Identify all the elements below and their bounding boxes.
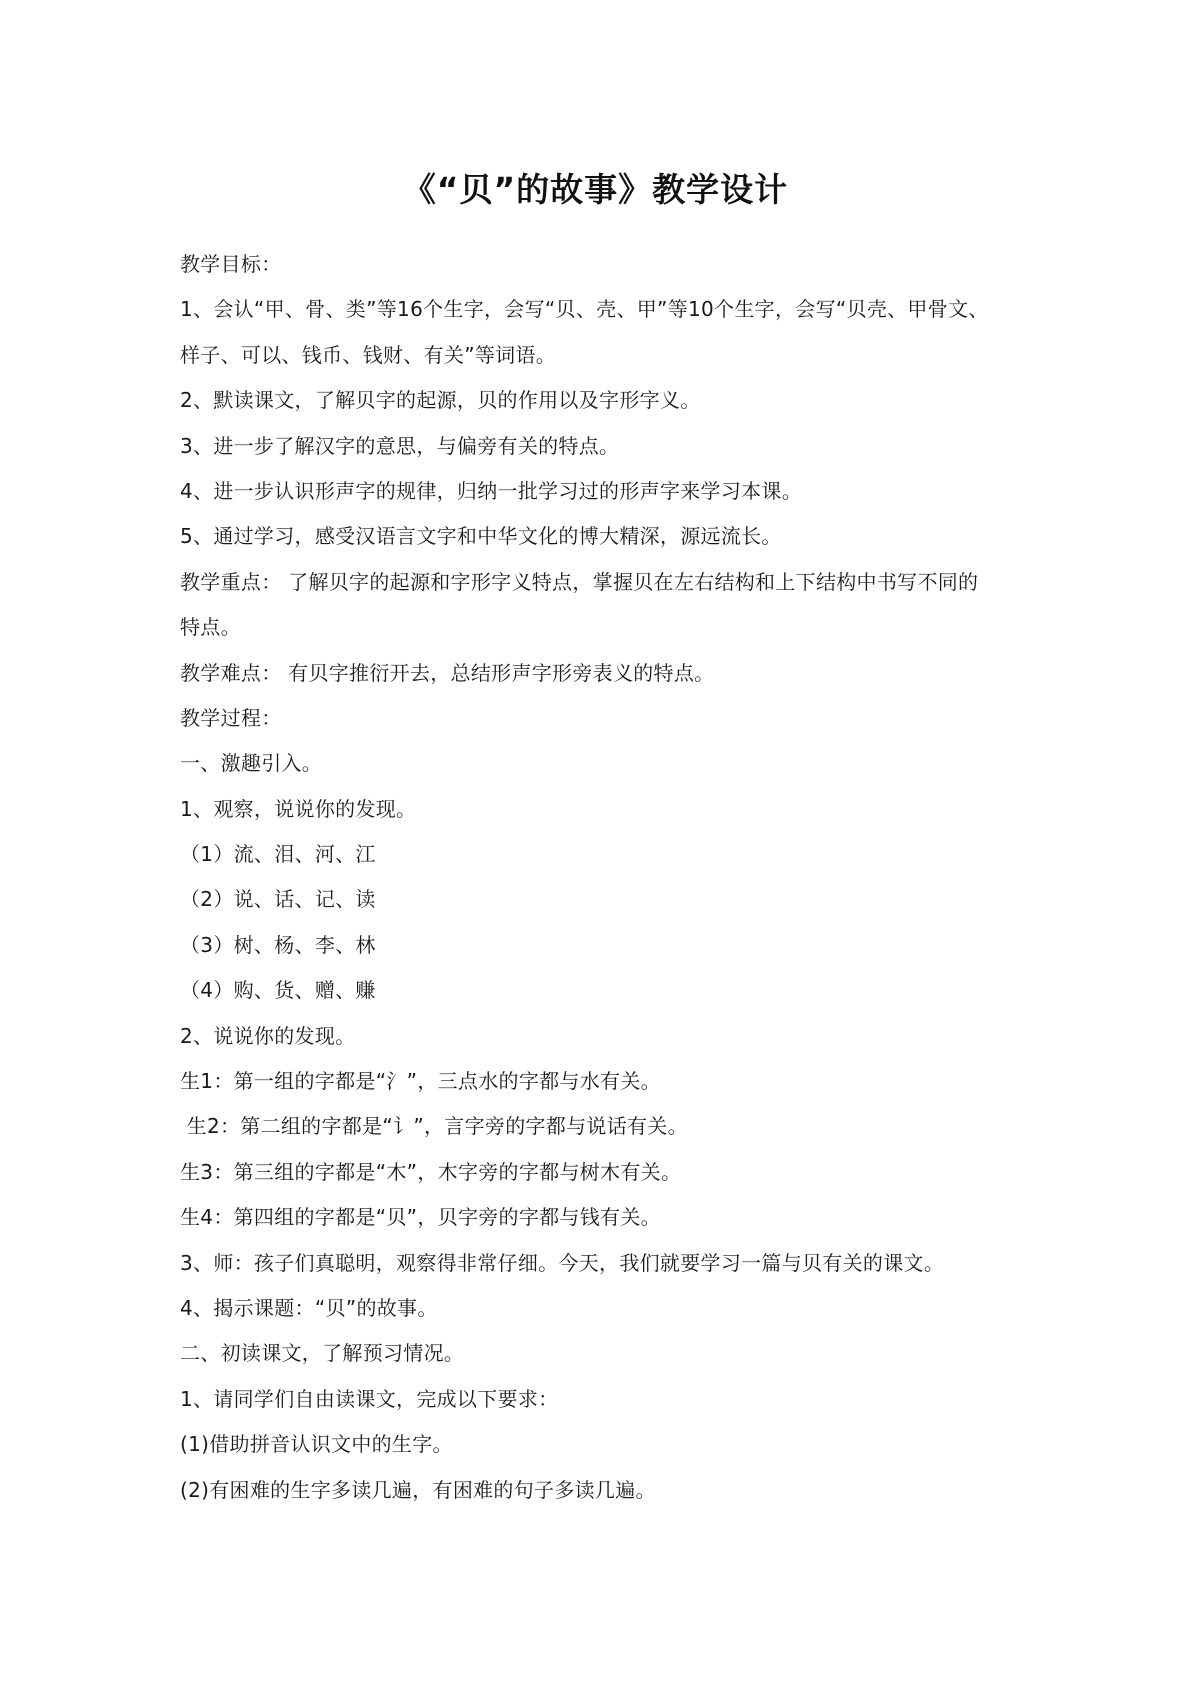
step-1-heading: 一、激趣引入。 [180, 751, 323, 776]
key-points-line-2: 特点。 [180, 615, 241, 640]
student-answer-2: 生2：第二组的字都是“讠”，言字旁的字都与说话有关。 [180, 1114, 688, 1139]
section-heading-objectives: 教学目标： [180, 252, 282, 276]
document-body [180, 242, 1040, 1513]
step-2-requirement-2: (2)有困难的生字多读几遍，有困难的句子多读几遍。 [180, 1477, 656, 1502]
document-title: 《“贝”的故事》教学设计 [402, 170, 789, 209]
group-4: （4）购、货、赠、赚 [180, 978, 376, 1003]
step-1-item-1: 1、观察，说说你的发现。 [180, 796, 417, 821]
objective-5: 5、通过学习，感受汉语言文字和中华文化的博大精深，源远流长。 [180, 524, 782, 549]
group-2: （2）说、话、记、读 [180, 887, 376, 912]
step-2-heading: 二、初读课文，了解预习情况。 [180, 1341, 465, 1366]
student-answer-3: 生3：第三组的字都是“木”，木字旁的字都与树木有关。 [180, 1159, 682, 1184]
key-points-line-1: 教学重点： 了解贝字的起源和字形字义特点，掌握贝在左右结构和上下结构中书写不同的 [180, 569, 979, 594]
student-answer-1: 生1：第一组的字都是“氵”，三点水的字都与水有关。 [180, 1069, 661, 1094]
step-2-requirement-1: (1)借助拼音认识文中的生字。 [180, 1432, 453, 1457]
objective-3: 3、进一步了解汉字的意思，与偏旁有关的特点。 [180, 433, 620, 458]
step-1-item-2: 2、说说你的发现。 [180, 1023, 356, 1048]
group-3: （3）树、杨、李、林 [180, 932, 376, 957]
step-1-item-4: 4、揭示课题：“贝”的故事。 [180, 1295, 438, 1320]
objective-1-line-2: 样子、可以、钱币、钱财、有关”等词语。 [180, 342, 557, 367]
step-2-item-1: 1、请同学们自由读课文，完成以下要求： [180, 1386, 559, 1411]
objective-4: 4、进一步认识形声字的规律，归纳一批学习过的形声字来学习本课。 [180, 478, 803, 503]
section-heading-process: 教学过程： [180, 705, 282, 730]
student-answer-4: 生4：第四组的字都是“贝”，贝字旁的字都与钱有关。 [180, 1205, 661, 1230]
objective-1-line-1: 1、会认“甲、骨、类”等16个生字，会写“贝、壳、甲”等10个生字，会写“贝壳、甲骨文、 [180, 297, 989, 322]
step-1-item-3: 3、师：孩子们真聪明，观察得非常仔细。今天，我们就要学习一篇与贝有关的课文。 [180, 1250, 945, 1275]
group-1: （1）流、泪、河、江 [180, 842, 376, 867]
difficult-points: 教学难点： 有贝字推衍开去，总结形声字形旁表义的特点。 [180, 660, 715, 685]
objective-2: 2、默读课文，了解贝字的起源，贝的作用以及字形字义。 [180, 388, 701, 413]
